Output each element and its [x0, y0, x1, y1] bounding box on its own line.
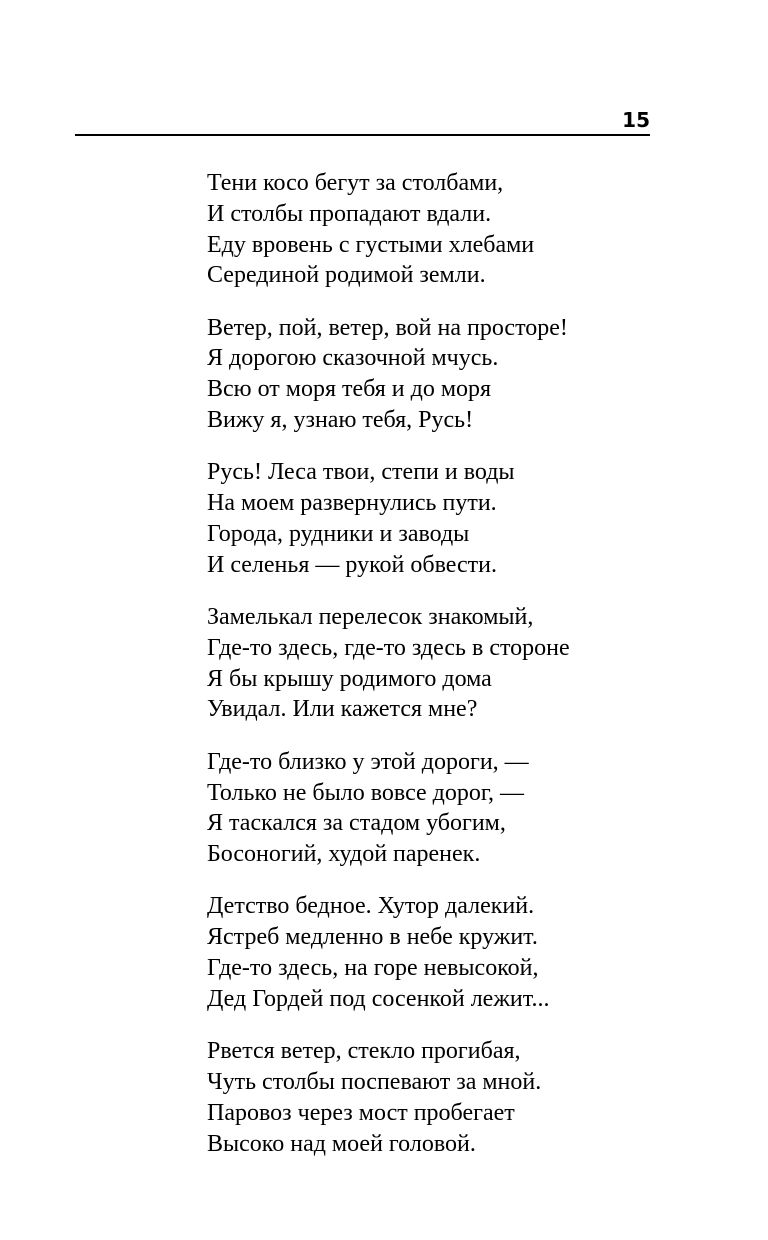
poem-line: Увидал. Или кажется мне?	[207, 696, 478, 723]
poem-line: Ветер, пой, ветер, вой на просторе!	[207, 314, 568, 341]
poem-line: Еду вровень с густыми хлебами	[207, 231, 535, 258]
poem-line: Чуть столбы поспевают за мной.	[207, 1068, 542, 1095]
page-number: 15	[622, 108, 650, 132]
poem-line: И столбы пропадают вдали.	[207, 200, 492, 227]
poem-line: Ястреб медленно в небе кружит.	[207, 924, 538, 951]
poem-line: Всю от моря тебя и до моря	[207, 376, 492, 403]
poem-line: Русь! Леса твои, степи и воды	[207, 459, 515, 486]
poem-line: Только не было вовсе дорог, —	[207, 779, 525, 806]
poem-line: Рвется ветер, стекло прогибая,	[207, 1038, 521, 1065]
stanza-7	[207, 1036, 687, 1159]
poem-line: Я бы крышу родимого дома	[207, 665, 492, 692]
header-rule	[75, 134, 650, 136]
poem-line: Дед Гордей под сосенкой лежит...	[207, 985, 550, 1012]
poem-line: Детство бедное. Хутор далекий.	[207, 893, 535, 920]
stanza-2	[207, 313, 687, 436]
poem-line: Города, рудники и заводы	[207, 520, 470, 547]
stanza-6	[207, 891, 687, 1014]
stanza-5	[207, 747, 687, 870]
poem-line: Где-то близко у этой дороги, —	[207, 748, 529, 775]
poem-line: Я дорогою сказочной мчусь.	[207, 345, 499, 372]
stanza-3	[207, 457, 687, 580]
stanza-4	[207, 602, 687, 725]
stanza-1	[207, 168, 687, 291]
poem-line: Тени косо бегут за столбами,	[207, 170, 504, 196]
poem-line: Где-то здесь, где-то здесь в стороне	[207, 634, 570, 661]
poem-line: Серединой родимой земли.	[207, 262, 486, 289]
poem	[207, 168, 687, 1181]
poem-line: И селенья — рукой обвести.	[207, 551, 497, 578]
poem-line: Высоко над моей головой.	[207, 1130, 476, 1157]
poem-line: Вижу я, узнаю тебя, Русь!	[207, 407, 474, 434]
poem-line: Где-то здесь, на горе невысокой,	[207, 955, 539, 982]
poem-line: Я таскался за стадом убогим,	[207, 810, 506, 837]
poem-line: Замелькал перелесок знакомый,	[207, 604, 534, 631]
poem-line: На моем развернулись пути.	[207, 490, 497, 517]
poem-line: Паровоз через мост пробегает	[207, 1099, 515, 1126]
poem-line: Босоногий, худой паренек.	[207, 841, 481, 868]
